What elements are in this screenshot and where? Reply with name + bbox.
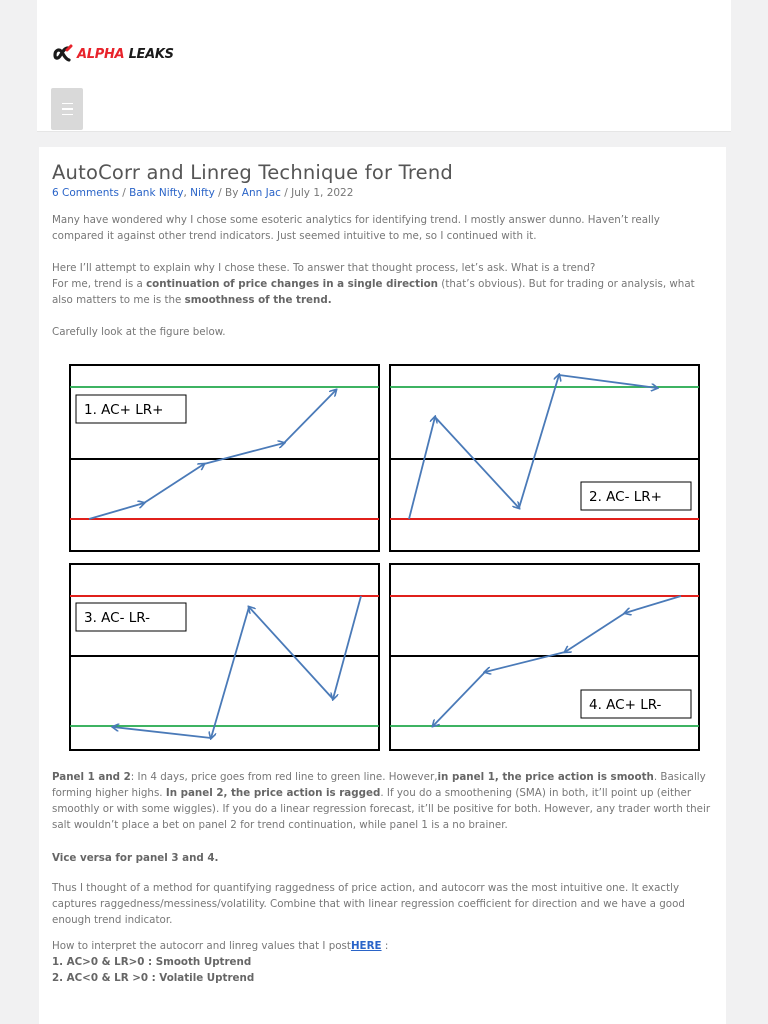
trend-panels-figure xyxy=(69,363,703,753)
panel-1 xyxy=(70,365,379,551)
list-item-1: 1. AC>0 & LR>0 : Smooth Uptrend xyxy=(52,956,252,968)
post-date: July 1, 2022 xyxy=(291,187,354,199)
panel-2 xyxy=(390,365,699,551)
panel-1-2-text-a: : In 4 days, price goes from red line to green line. However, xyxy=(130,771,438,783)
panel-1-2-bold-smooth: in panel 1, the price action is smooth xyxy=(437,771,654,783)
here-link[interactable]: HERE xyxy=(350,940,382,952)
paragraph-trend-bold-b: smoothness of the trend. xyxy=(184,294,332,306)
list-item-2: 2. AC<0 & LR >0 : Volatile Uptrend xyxy=(52,972,255,984)
paragraph-trend-text-a: For me, trend is a xyxy=(52,278,147,290)
panel-3-label: 3. AC- LR- xyxy=(84,610,150,626)
paragraph-trend-text-b: (that’s obvious). But for trading or analysis, what also matters to me is the xyxy=(52,278,695,306)
interpret-colon: : xyxy=(381,940,389,952)
panel-4-label: 4. AC+ LR- xyxy=(589,697,662,713)
panel-1-2-text-b: . Basically forming higher highs. xyxy=(52,771,706,799)
post-meta: 6 Comments / Bank Nifty, Nifty / By Ann Jac / July 1, 2022 xyxy=(52,187,354,199)
post-title: AutoCorr and Linreg Technique for Trend xyxy=(52,161,453,184)
paragraph-vice-versa xyxy=(52,850,712,866)
paragraph-autocorr: Thus I thought of a method for quantifying raggedness of price action, and autocorr was the most intuitive one. It exactly captures raggedness/messiness/volatility. Combine that with linear regression coefficient for direction and we have a good enough trend indicator. xyxy=(52,882,685,926)
panel-3 xyxy=(70,564,379,750)
panel-2-label: 2. AC- LR+ xyxy=(589,489,662,505)
site-header xyxy=(37,0,731,132)
category-link-nifty[interactable]: Nifty xyxy=(190,187,215,199)
interpret-text: How to interpret the autocorr and linreg values that I post xyxy=(52,940,351,952)
menu-toggle-button[interactable] xyxy=(51,88,83,130)
panel-1-label: 1. AC+ LR+ xyxy=(84,402,164,418)
paragraph-trend-line1: Here I’ll attempt to explain why I chose these. To answer that thought process, let’s ask. What is a trend? xyxy=(52,262,596,274)
vice-versa-bold: Vice versa for panel 3 and 4. xyxy=(52,852,219,864)
panel-1-2-text-c: . If you do a smoothening (SMA) in both, it’ll point up (either smoothly or with some wiggles). If you do a linear regression forecast, it’ll be positive for both. However, any trader worth their salt wouldn’t place a bet on panel 2 for trend continuation, while panel 1 is a no brainer. xyxy=(52,787,711,831)
author-link[interactable]: Ann Jac xyxy=(241,187,281,199)
paragraph-interpret xyxy=(52,938,712,986)
post-card xyxy=(39,147,726,1024)
comments-link[interactable]: 6 Comments xyxy=(52,187,119,199)
panel-1-2-bold-ragged: In panel 2, the price action is ragged xyxy=(165,787,381,799)
category-link-bank-nifty[interactable]: Bank Nifty xyxy=(129,187,184,199)
hamburger-icon xyxy=(62,101,73,118)
panel-1-2-heading: Panel 1 and 2 xyxy=(52,771,131,783)
logo-text-leaks: LEAKS xyxy=(128,46,174,62)
paragraph-trend xyxy=(52,260,712,308)
paragraph-panels-1-2 xyxy=(52,769,712,833)
site-logo[interactable] xyxy=(53,44,174,64)
alpha-logo-icon xyxy=(53,44,75,64)
panel-4 xyxy=(390,564,699,750)
paragraph-trend-bold-a: continuation of price changes in a single direction xyxy=(146,278,439,290)
logo-text-alpha: ALPHA xyxy=(77,46,125,62)
paragraph-figure-intro: Carefully look at the figure below. xyxy=(52,326,226,338)
paragraph-intro: Many have wondered why I chose some esoteric analytics for identifying trend. I mostly answer dunno. Haven’t really compared it against other trend indicators. Just seemed intuitive to me, so I continued with it. xyxy=(52,214,660,242)
